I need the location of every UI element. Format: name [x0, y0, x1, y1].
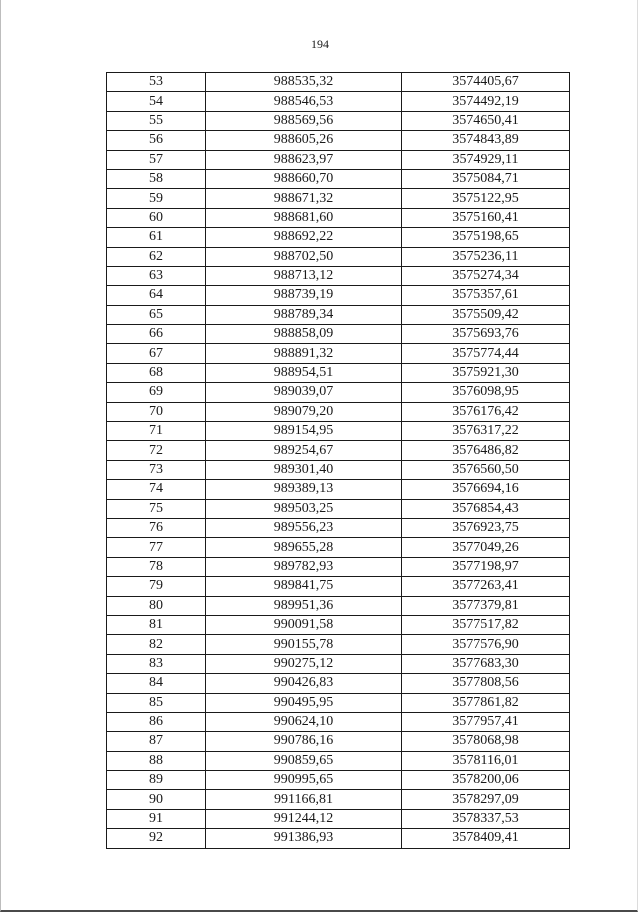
x-coordinate-cell: 989039,07 [206, 383, 402, 402]
y-coordinate-cell: 3576694,16 [402, 480, 570, 499]
x-coordinate-cell: 988702,50 [206, 247, 402, 266]
y-coordinate-cell: 3575774,44 [402, 344, 570, 363]
point-number-cell: 85 [107, 693, 206, 712]
table-row [107, 422, 570, 441]
y-coordinate-cell: 3578337,53 [402, 809, 570, 828]
y-coordinate-cell: 3577957,41 [402, 712, 570, 731]
point-number-cell: 69 [107, 383, 206, 402]
table-row [107, 363, 570, 382]
table-row [107, 131, 570, 150]
y-coordinate-cell: 3576317,22 [402, 422, 570, 441]
x-coordinate-cell: 988954,51 [206, 363, 402, 382]
table-row [107, 266, 570, 285]
y-coordinate-cell: 3577683,30 [402, 654, 570, 673]
y-coordinate-cell: 3574929,11 [402, 150, 570, 169]
point-number-cell: 83 [107, 654, 206, 673]
y-coordinate-cell: 3577808,56 [402, 674, 570, 693]
table-row [107, 150, 570, 169]
y-coordinate-cell: 3577576,90 [402, 635, 570, 654]
table-row [107, 480, 570, 499]
table-row [107, 441, 570, 460]
table-row [107, 189, 570, 208]
x-coordinate-cell: 988546,53 [206, 92, 402, 111]
table-row [107, 829, 570, 848]
point-number-cell: 72 [107, 441, 206, 460]
point-number-cell: 59 [107, 189, 206, 208]
y-coordinate-cell: 3577861,82 [402, 693, 570, 712]
x-coordinate-cell: 991166,81 [206, 790, 402, 809]
table-row [107, 402, 570, 421]
table-row [107, 654, 570, 673]
x-coordinate-cell: 988739,19 [206, 286, 402, 305]
x-coordinate-cell: 988681,60 [206, 208, 402, 227]
point-number-cell: 68 [107, 363, 206, 382]
point-number-cell: 71 [107, 422, 206, 441]
x-coordinate-cell: 988623,97 [206, 150, 402, 169]
x-coordinate-cell: 989154,95 [206, 422, 402, 441]
table-row [107, 732, 570, 751]
table-row [107, 674, 570, 693]
y-coordinate-cell: 3576923,75 [402, 518, 570, 537]
y-coordinate-cell: 3577049,26 [402, 538, 570, 557]
point-number-cell: 66 [107, 325, 206, 344]
y-coordinate-cell: 3575084,71 [402, 169, 570, 188]
y-coordinate-cell: 3575122,95 [402, 189, 570, 208]
table-row [107, 693, 570, 712]
point-number-cell: 86 [107, 712, 206, 731]
table-row [107, 538, 570, 557]
x-coordinate-cell: 989389,13 [206, 480, 402, 499]
x-coordinate-cell: 989556,23 [206, 518, 402, 537]
y-coordinate-cell: 3578068,98 [402, 732, 570, 751]
y-coordinate-cell: 3576486,82 [402, 441, 570, 460]
x-coordinate-cell: 990275,12 [206, 654, 402, 673]
y-coordinate-cell: 3575160,41 [402, 208, 570, 227]
point-number-cell: 88 [107, 751, 206, 770]
table-row [107, 557, 570, 576]
point-number-cell: 63 [107, 266, 206, 285]
point-number-cell: 65 [107, 305, 206, 324]
point-number-cell: 80 [107, 596, 206, 615]
table-row [107, 712, 570, 731]
x-coordinate-cell: 988660,70 [206, 169, 402, 188]
x-coordinate-cell: 989079,20 [206, 402, 402, 421]
x-coordinate-cell: 988569,56 [206, 111, 402, 130]
point-number-cell: 81 [107, 615, 206, 634]
x-coordinate-cell: 988605,26 [206, 131, 402, 150]
point-number-cell: 74 [107, 480, 206, 499]
y-coordinate-cell: 3575198,65 [402, 228, 570, 247]
table-row [107, 790, 570, 809]
table-row [107, 228, 570, 247]
point-number-cell: 84 [107, 674, 206, 693]
y-coordinate-cell: 3575509,42 [402, 305, 570, 324]
y-coordinate-cell: 3575357,61 [402, 286, 570, 305]
x-coordinate-cell: 990091,58 [206, 615, 402, 634]
x-coordinate-cell: 988692,22 [206, 228, 402, 247]
table-row [107, 809, 570, 828]
table-row [107, 635, 570, 654]
table-row [107, 169, 570, 188]
table-row [107, 247, 570, 266]
point-number-cell: 64 [107, 286, 206, 305]
x-coordinate-cell: 988535,32 [206, 73, 402, 92]
x-coordinate-cell: 989254,67 [206, 441, 402, 460]
x-coordinate-cell: 988789,34 [206, 305, 402, 324]
point-number-cell: 60 [107, 208, 206, 227]
table-row [107, 577, 570, 596]
point-number-cell: 57 [107, 150, 206, 169]
y-coordinate-cell: 3574492,19 [402, 92, 570, 111]
x-coordinate-cell: 988713,12 [206, 266, 402, 285]
y-coordinate-cell: 3577517,82 [402, 615, 570, 634]
table-row [107, 208, 570, 227]
point-number-cell: 89 [107, 771, 206, 790]
x-coordinate-cell: 988891,32 [206, 344, 402, 363]
point-number-cell: 56 [107, 131, 206, 150]
x-coordinate-cell: 991386,93 [206, 829, 402, 848]
table-row [107, 286, 570, 305]
table-row [107, 383, 570, 402]
point-number-cell: 82 [107, 635, 206, 654]
y-coordinate-cell: 3576176,42 [402, 402, 570, 421]
x-coordinate-cell: 990859,65 [206, 751, 402, 770]
point-number-cell: 92 [107, 829, 206, 848]
y-coordinate-cell: 3576854,43 [402, 499, 570, 518]
y-coordinate-cell: 3575921,30 [402, 363, 570, 382]
point-number-cell: 76 [107, 518, 206, 537]
point-number-cell: 67 [107, 344, 206, 363]
y-coordinate-cell: 3575236,11 [402, 247, 570, 266]
point-number-cell: 87 [107, 732, 206, 751]
y-coordinate-cell: 3575274,34 [402, 266, 570, 285]
point-number-cell: 90 [107, 790, 206, 809]
table-row [107, 499, 570, 518]
x-coordinate-cell: 988671,32 [206, 189, 402, 208]
point-number-cell: 54 [107, 92, 206, 111]
x-coordinate-cell: 989301,40 [206, 460, 402, 479]
point-number-cell: 75 [107, 499, 206, 518]
x-coordinate-cell: 989782,93 [206, 557, 402, 576]
y-coordinate-cell: 3578409,41 [402, 829, 570, 848]
point-number-cell: 77 [107, 538, 206, 557]
table-row [107, 344, 570, 363]
table-row [107, 518, 570, 537]
y-coordinate-cell: 3575693,76 [402, 325, 570, 344]
table-row [107, 460, 570, 479]
x-coordinate-cell: 989655,28 [206, 538, 402, 557]
table-row [107, 596, 570, 615]
x-coordinate-cell: 990995,65 [206, 771, 402, 790]
y-coordinate-cell: 3576560,50 [402, 460, 570, 479]
point-number-cell: 79 [107, 577, 206, 596]
y-coordinate-cell: 3574650,41 [402, 111, 570, 130]
table-row [107, 751, 570, 770]
y-coordinate-cell: 3578200,06 [402, 771, 570, 790]
table-row [107, 305, 570, 324]
point-number-cell: 61 [107, 228, 206, 247]
point-number-cell: 91 [107, 809, 206, 828]
x-coordinate-cell: 990495,95 [206, 693, 402, 712]
y-coordinate-cell: 3576098,95 [402, 383, 570, 402]
table-row [107, 771, 570, 790]
x-coordinate-cell: 989503,25 [206, 499, 402, 518]
table-row [107, 92, 570, 111]
table-row [107, 615, 570, 634]
y-coordinate-cell: 3577379,81 [402, 596, 570, 615]
x-coordinate-cell: 991244,12 [206, 809, 402, 828]
y-coordinate-cell: 3574843,89 [402, 131, 570, 150]
x-coordinate-cell: 990786,16 [206, 732, 402, 751]
y-coordinate-cell: 3574405,67 [402, 73, 570, 92]
y-coordinate-cell: 3578116,01 [402, 751, 570, 770]
table-row [107, 111, 570, 130]
x-coordinate-cell: 990624,10 [206, 712, 402, 731]
page-number: 194 [311, 37, 329, 51]
x-coordinate-cell: 990426,83 [206, 674, 402, 693]
point-number-cell: 78 [107, 557, 206, 576]
x-coordinate-cell: 990155,78 [206, 635, 402, 654]
y-coordinate-cell: 3577263,41 [402, 577, 570, 596]
coordinates-table-body [107, 73, 570, 849]
x-coordinate-cell: 989841,75 [206, 577, 402, 596]
y-coordinate-cell: 3578297,09 [402, 790, 570, 809]
point-number-cell: 53 [107, 73, 206, 92]
point-number-cell: 62 [107, 247, 206, 266]
x-coordinate-cell: 988858,09 [206, 325, 402, 344]
point-number-cell: 73 [107, 460, 206, 479]
point-number-cell: 58 [107, 169, 206, 188]
coordinates-table [106, 72, 570, 849]
table-row [107, 325, 570, 344]
point-number-cell: 55 [107, 111, 206, 130]
y-coordinate-cell: 3577198,97 [402, 557, 570, 576]
point-number-cell: 70 [107, 402, 206, 421]
table-row [107, 73, 570, 92]
x-coordinate-cell: 989951,36 [206, 596, 402, 615]
